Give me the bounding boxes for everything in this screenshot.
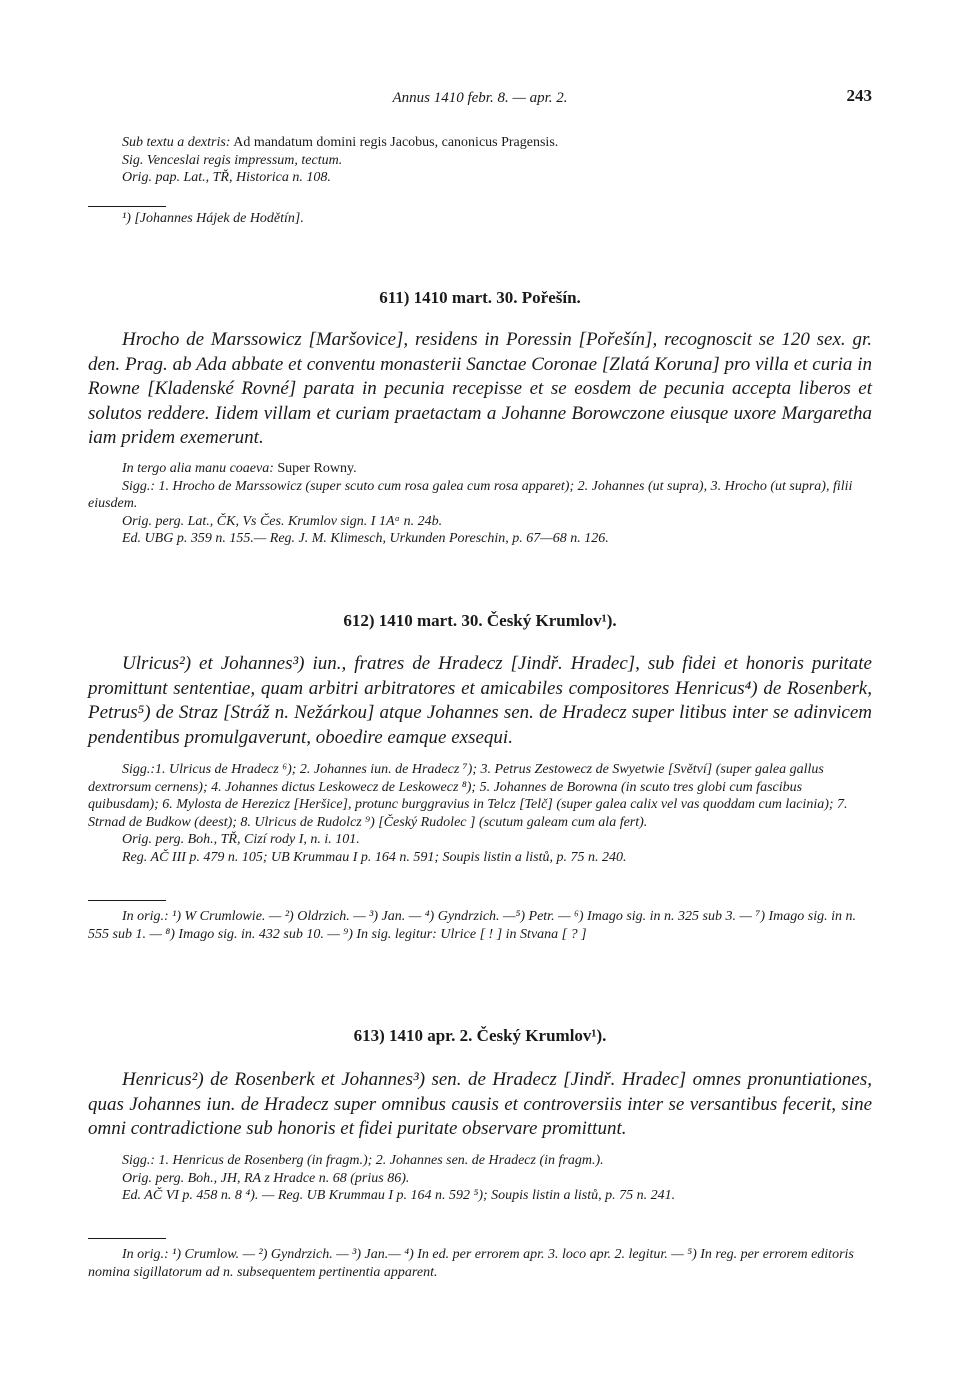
prev-sig-line: Sig. Venceslai regis impressum, tectum. bbox=[122, 152, 343, 168]
prev-entry-notes bbox=[88, 134, 872, 187]
entry-611-regest: Hrocho de Marssowicz [Maršovice], residens in Poressin [Pořešín], recognoscit se 120 sex. gr. den. Prag. ab Ada abbate et conventu monasterii Sanctae Coronae [Zlatá Koruna] pro villa et curia in Rowne [Kladenské Rovné] parata in pecunia recepisse et se eosdem de pecunia accepta liberos et solutos reddere. Iidem villam et curiam praetactam a Johanne Borowczone eiusque uxore Margaretha iam pridem exemerunt. bbox=[88, 329, 872, 448]
entry-613-footnotes-block bbox=[88, 1246, 872, 1281]
in-tergo-text: Super Rowny. bbox=[273, 461, 357, 476]
entry-613-notes bbox=[88, 1152, 872, 1205]
entry-613-sigg: Sigg.: 1. Henricus de Rosenberg (in fragm.); 2. Johannes sen. de Hradecz (in fragm.). bbox=[122, 1153, 604, 1168]
entry-613-regest: Henricus²) de Rosenberk et Johannes³) sen. de Hradecz [Jindř. Hradec] omnes pronuntiationes, quas Johannes iun. de Hradecz super omnibus causis et controversiis inter se versantibus fecerit, sine omni contradictione sub honoris et fidei puritate observare promittunt. bbox=[88, 1069, 872, 1139]
entry-612-sigg: Sigg.:1. Ulricus de Hradecz ⁶); 2. Johannes iun. de Hradecz ⁷); 3. Petrus Zestowecz de Swyetwie [Světví] (super galea gallus dextrorsum cernens); 4. Johannes dictus Leskowecz de Leskowecz ⁸); 5. Johannes de Borowna (in scuto tres globi cum fascibus quibusdam); 6. Mylosta de Herezicz [Heršice], protunc burggravius in Telcz [Telč] (super galea calix vel vas quoddam cum lacinia); 7. Strnad de Budkow (deest); 8. Ulricus de Rudolcz ⁹) [Český Rudolec ] (scutum galeam cum ala fert). bbox=[88, 762, 848, 830]
footnote-rule bbox=[88, 206, 872, 207]
entry-611-ed: Ed. UBG p. 359 n. 155.— Reg. J. M. Klimesch, Urkunden Poreschin, p. 67—68 n. 126. bbox=[122, 531, 609, 546]
entry-612-reg: Reg. AČ III p. 479 n. 105; UB Krummau I p. 164 n. 591; Soupis listin a listů, p. 75 n. 240. bbox=[122, 849, 627, 865]
sub-textu-line bbox=[88, 134, 872, 152]
sub-textu-text: Ad mandatum domini regis Jacobus, canonicus Pragensis. bbox=[230, 135, 559, 150]
running-head: Annus 1410 febr. 8. — apr. 2. bbox=[392, 90, 568, 106]
entry-613-orig: Orig. perg. Boh., JH, RA z Hradce n. 68 (prius 86). bbox=[122, 1170, 410, 1186]
entry-612-footnote-rule bbox=[88, 900, 872, 901]
entry-613-ed: Ed. AČ VI p. 458 n. 8 ⁴). — Reg. UB Krummau I p. 164 n. 592 ⁵); Soupis listin a listů, p. 75 n. 241. bbox=[122, 1188, 676, 1203]
entry-612-footnotes: In orig.: ¹) W Crumlowie. — ²) Oldrzich. — ³) Jan. — ⁴) Gyndrzich. —⁵) Petr. — ⁶) Imago sig. in n. 325 sub 3. — ⁷) Imago sig. in n. 555 sub 1. — ⁸) Imago sig. in. 432 sub 10. — ⁹) In sig. legitur: Ulrice [ ! ] in Stvana [ ? ] bbox=[88, 909, 856, 942]
entry-612-heading: 612) 1410 mart. 30. Český Krumlov¹). bbox=[343, 611, 617, 630]
entry-611-heading: 611) 1410 mart. 30. Pořešín. bbox=[379, 288, 581, 307]
entry-612-orig: Orig. perg. Boh., TŘ, Cizí rody I, n. i. 101. bbox=[122, 832, 360, 847]
prev-footnote-1: ¹) [Johannes Hájek de Hodětín]. bbox=[122, 211, 304, 226]
prev-orig-line: Orig. pap. Lat., TŘ, Historica n. 108. bbox=[122, 170, 331, 185]
entry-612-footnotes-block bbox=[88, 908, 872, 943]
entry-613-heading: 613) 1410 apr. 2. Český Krumlov¹). bbox=[353, 1026, 607, 1045]
entry-611-orig: Orig. perg. Lat., ČK, Vs Čes. Krumlov sign. I 1Aᵅ n. 24b. bbox=[122, 513, 443, 529]
entry-612-regest: Ulricus²) et Johannes³) iun., fratres de Hradecz [Jindř. Hradec], sub fidei et honoris puritate promittunt sententiae, quam arbitri arbitratores et amicabiles compositores Henricus⁴) de Rosenberk, Petrus⁵) de Straz [Stráž n. Nežárkou] atque Johannes sen. de Hradecz super litibus inter se adinvicem pendentibus promulgaverunt, oboedire eamque exsequi. bbox=[88, 653, 872, 748]
entry-612-notes bbox=[88, 761, 872, 866]
sub-textu-label: Sub textu a dextris: bbox=[122, 135, 231, 150]
in-tergo-label: In tergo alia manu coaeva: bbox=[122, 461, 274, 476]
entry-613-footnotes: In orig.: ¹) Crumlow. — ²) Gyndrzich. — ³) Jan.— ⁴) In ed. per errorem apr. 3. loco apr. 2. legitur. — ⁵) In reg. per errorem editoris nomina sigillatorum ad n. subsequentem pertinentia apparent. bbox=[88, 1247, 854, 1280]
prev-footnote bbox=[88, 210, 872, 228]
page-number: 243 bbox=[846, 86, 872, 105]
entry-611-sigg: Sigg.: 1. Hrocho de Marssowicz (super scuto cum rosa galea cum rosa apparet); 2. Johannes (ut supra), 3. Hrocho (ut supra), filii eiusdem. bbox=[88, 478, 853, 511]
entry-613-footnote-rule bbox=[88, 1238, 872, 1239]
entry-611-in-tergo bbox=[88, 460, 872, 478]
entry-611-notes bbox=[88, 460, 872, 548]
